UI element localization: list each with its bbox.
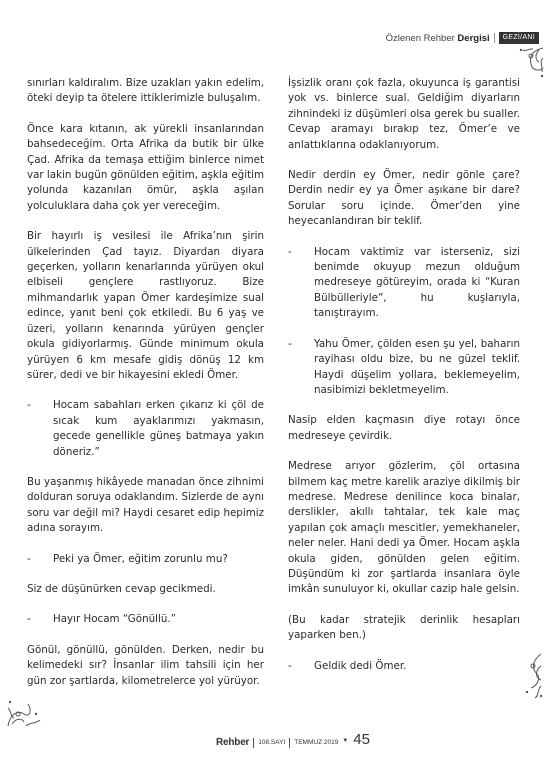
dialogue-dash: - [288, 337, 292, 350]
right-column [288, 76, 520, 689]
bottom-left-ornament-icon [6, 684, 42, 728]
paragraph: İşsizlik oranı çok fazla, okuyunca iş garantisi yok vs. binlerce sual. Geldiğim diyarların zihnindeki iz düşümleri olsa gerek bu sualler. Cevap aramayı bırakıp tez, Ömer’e ve anlattıklarına odaklanıyorum. [288, 77, 520, 151]
dialogue-dash: - [27, 552, 31, 565]
magazine-title [386, 33, 490, 44]
dialogue-text: Yahu Ömer, çölden esen şu yel, baharın rayihası oldu bize, bu ne güzel teklif. Haydi düşelim yollara, beklemeyelim, nasibimizi bekletmeyelim. [314, 337, 520, 396]
section-label: GEZİ/ANI [499, 32, 539, 44]
dialogue-line [27, 612, 264, 627]
dialogue-dash: - [27, 613, 31, 626]
paragraph: (Bu kadar stratejik derinlik hesapları yaparken ben.) [288, 613, 520, 642]
paragraph: Siz de düşünürken cevap gecikmedi. [27, 582, 216, 595]
footer-issue: 108.SAYI [258, 739, 286, 746]
paragraph: Önce kara kıtanın, ak yürekli insanlarından bahsedeceğim. Orta Afrika da butik bir ülke Çad. Afrika da temaşa ettiğim binlerce nimet var lakin bugün gönülden eğitim, aşkla eğitim yolunda kazanılan ömür, aşkla aşılan yolculuklara daha çok yer vereceğim. [27, 122, 264, 212]
paragraph: Bir hayırlı iş vesilesi ile Afrika’nın şirin ülkelerinden Çad tayız. Diyardan diyara geçerken, yolların kenarlarında yürüyen okul elbiseli gençlere rastlıyoruz. Bize mihmandarlık yapan Ömer kardeşimize sual edince, yanıt beni çok etkiledi. Bu 6 yaş ve üzeri, yolların kenarında yürüyen gençler okula gidiyorlarmış. Günde minimum okula yürüyen 6 km mesafe gidiş dönüş 12 km sürer, dedi ve bir hikayesini ekledi Ömer. [27, 230, 264, 381]
footer-divider [289, 738, 290, 748]
left-column [27, 76, 264, 704]
paragraph: Nedir derdin ey Ömer, nedir gönle çare? Derdin nedir ey ya Ömer aşıkane bir dare? Sorular soru içinde. Ömer’den yine heyecanlandıran bir teklif. [288, 169, 520, 228]
dialogue-line [27, 552, 264, 567]
dialogue-text: Geldik dedi Ömer. [314, 659, 407, 672]
page-footer [216, 729, 370, 749]
dialogue-line [27, 398, 264, 460]
footer-divider [253, 738, 254, 748]
dialogue-text: Hocam vaktimiz var isterseniz, sizi benimde okuyup mezun olduğum medreseye götüreyim, orada ki “Kuran Bülbülleriyle”, hu kuşlarıyla, tanıştırayım. [314, 245, 520, 320]
dialogue-dash: - [288, 659, 292, 672]
paragraph: Medrese arıyor gözlerim, çöl ortasına bilmem kaç metre karelik araziye dikilmiş bir medrese. Medrese denilince koca binalar, derslikler, akıllı tahtalar, tek kale maç yapılan çok amaçlı mescitler, yemekhaneler, neler neler. Hani dedi ya Ömer. Hocam aşkla okula giden, gönülden gelen eğitim. Düşündüm ki zor şartlarda insanlara öyle imkân sunuluyor ki, okullar cazip hale gelsin. [288, 460, 520, 596]
dialogue-text: Peki ya Ömer, eğitim zorunlu mu? [53, 552, 228, 565]
page-number: 45 [353, 731, 370, 748]
triangle-marker-icon: ▼ [342, 738, 349, 744]
paragraph: Nasip elden kaçmasın diye rotayı önce medreseye çevirdik. [288, 414, 520, 442]
dialogue-dash: - [27, 399, 31, 412]
magazine-name: Dergisi [457, 32, 490, 44]
dialogue-text: Hocam sabahları erken çıkarız ki çöl de sıcak kum ayaklarımızı yakmasın, gecede genellikle güneş batmaya yakın döneriz.” [53, 399, 264, 458]
paragraph: Gönül, gönüllü, gönülden. Derken, nedir bu kelimedeki sır? İnsanlar ilim tahsili için her gün zor şartlarda, kilometrelerce yol yürüyor. [27, 643, 264, 687]
dialogue-line [288, 245, 520, 322]
paragraph: sınırları kaldıralım. Bize uzakları yakın edelim, öteki deyip ta ötelere ittiklerimizle buluşalım. [27, 77, 264, 105]
header-divider [494, 33, 495, 43]
dialogue-line [288, 659, 520, 674]
magazine-prefix: Özlenen Rehber [385, 32, 455, 44]
dialogue-dash: - [288, 245, 292, 258]
bottom-right-ornament-icon [511, 652, 543, 700]
paragraph: Bu yaşanmış hikâyede manadan önce zihnimi dolduran soruya odaklandım. Sizlerde de aynı soru var değil mi? Haydi cesaret edip hepimiz adına sorayım. [27, 475, 264, 535]
footer-brand-logo: Rehber [216, 737, 250, 748]
footer-date: TEMMUZ 2019 [294, 739, 339, 746]
dialogue-text: Hayır Hocam “Gönüllü.” [53, 613, 176, 626]
dialogue-line [288, 337, 520, 399]
page-header [386, 32, 539, 44]
